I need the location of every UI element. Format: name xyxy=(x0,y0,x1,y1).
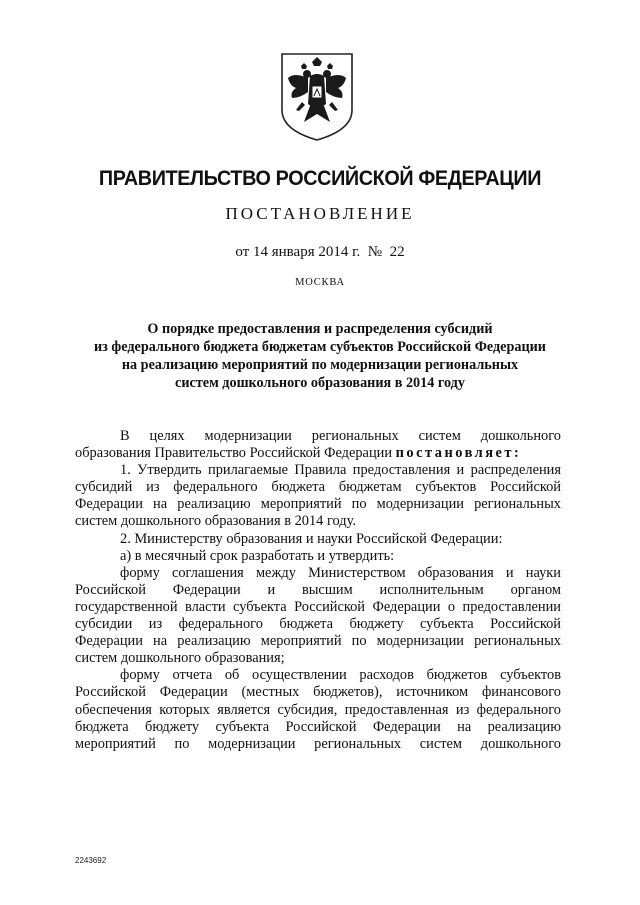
paragraph-line: мероприятий по модернизации региональных систем дошкольного xyxy=(75,735,561,752)
document-id-number: 2243692 xyxy=(75,856,107,865)
paragraph-line: форму отчета об осуществлении расходов бюджетов субъектов xyxy=(120,667,561,684)
paragraph-line: обеспечения которых является субсидия, предоставленная из федерального xyxy=(75,701,561,718)
document-subject xyxy=(70,320,570,392)
russian-coat-of-arms-icon xyxy=(274,48,360,144)
paragraph-line: систем дошкольного образования; xyxy=(75,650,285,667)
preamble-line: В целях модернизации региональных систем дошкольного xyxy=(120,428,561,444)
paragraph-line: Федерации на реализацию мероприятий по модернизации региональных xyxy=(75,633,561,650)
subject-line: О порядке предоставления и распределения субсидий xyxy=(147,321,493,337)
paragraph-line: а) в месячный срок разработать и утвердить: xyxy=(120,547,395,564)
paragraph-line: государственной власти субъекта Российской Федерации о предоставлении xyxy=(75,598,561,615)
paragraph-line: Российской Федерации и высшим исполнительным органом xyxy=(75,581,561,598)
paragraph-line: бюджета бюджету субъекта Российской Федерации на реализацию xyxy=(75,718,561,735)
government-title: ПРАВИТЕЛЬСТВО РОССИЙСКОЙ ФЕДЕРАЦИИ xyxy=(98,166,542,190)
paragraph-line: Федерации на реализацию мероприятий по модернизации региональных xyxy=(75,496,561,513)
subject-line: систем дошкольного образования в 2014 году xyxy=(175,375,465,391)
paragraph-line: субсидии из федерального бюджета бюджету субъекта Российской xyxy=(75,616,561,633)
paragraph-line: форму соглашения между Министерством образования и науки xyxy=(120,564,561,581)
paragraph-line: систем дошкольного образования в 2014 году. xyxy=(75,513,356,530)
subject-line: на реализацию мероприятий по модернизации региональных xyxy=(121,357,519,373)
paragraph-line: 1. Утвердить прилагаемые Правила предоставления и распределения xyxy=(120,462,561,479)
paragraph-line: субсидий из федерального бюджета бюджетам субъектов Российской xyxy=(75,479,561,496)
paragraph-line: 2. Министерству образования и науки Российской Федерации: xyxy=(120,530,503,547)
preamble-line xyxy=(75,445,561,462)
document-body xyxy=(75,428,561,753)
decree-keyword: постановляет: xyxy=(395,445,522,462)
preamble-text: образования Правительство Российской Федерации xyxy=(75,445,396,462)
subject-line: из федерального бюджета бюджетам субъектов Российской Федерации xyxy=(94,339,546,355)
document-city: МОСКВА xyxy=(295,277,345,288)
document-date-number: от 14 января 2014 г. № 22 xyxy=(235,244,405,260)
paragraph-line: Российской Федерации (местных бюджетов), источником финансового xyxy=(75,684,561,701)
document-type: ПОСТАНОВЛЕНИЕ xyxy=(225,204,415,223)
